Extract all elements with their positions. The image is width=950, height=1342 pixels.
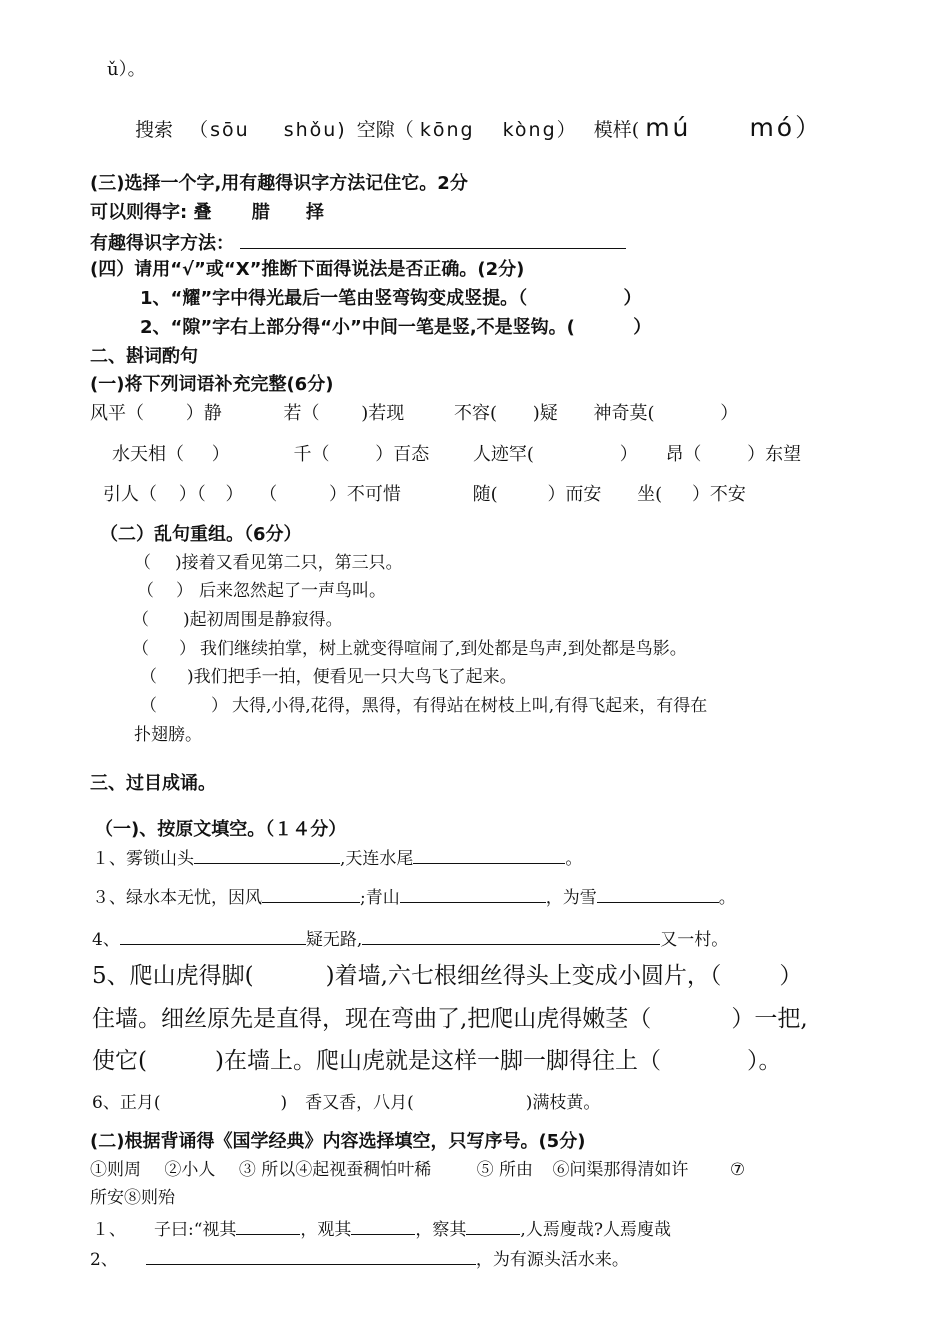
q4-line <box>92 926 728 952</box>
option-item: ①则周 <box>90 1160 141 1180</box>
q-text: 使它( <box>92 1048 147 1074</box>
recite-2 <box>90 1246 629 1272</box>
order-paren[interactable]: （ <box>134 553 151 573</box>
idiom-text: ） <box>720 403 739 424</box>
order-paren[interactable]: （ <box>137 581 154 601</box>
q6-line <box>92 1091 600 1115</box>
order-paren[interactable]: ) <box>183 610 190 630</box>
q-text: ;青山 <box>360 888 400 908</box>
recite-1 <box>92 1216 671 1242</box>
answer-blank[interactable] <box>236 1216 300 1235</box>
answer-blank[interactable] <box>351 1216 415 1235</box>
idiom-text: 若（ <box>283 403 320 424</box>
answer-blank[interactable] <box>120 926 306 945</box>
answer-blank[interactable] <box>362 926 660 945</box>
options-line-1 <box>90 1158 745 1182</box>
pinyin-option: mó） <box>749 113 824 142</box>
option-item: ②小人 <box>164 1160 216 1180</box>
pinyin-option: kòng） <box>502 119 578 141</box>
word-sousuo: 搜索 <box>135 119 174 141</box>
idiom-row-2 <box>112 443 801 467</box>
idiom-text: ）（ <box>178 484 206 505</box>
option-item: ⑦ <box>729 1160 746 1180</box>
order-paren[interactable]: ） <box>179 639 196 659</box>
answer-paren[interactable]: ） <box>633 317 652 338</box>
idiom-text: （ <box>259 484 278 505</box>
sentence-4 <box>132 637 687 661</box>
idiom-text: 神奇莫( <box>593 403 655 424</box>
q5-line-1 <box>92 961 802 991</box>
order-paren[interactable]: ) <box>187 667 194 687</box>
sec4-item-1 <box>140 287 641 311</box>
q-text: ) <box>280 1093 288 1113</box>
idiom-text: )疑 <box>532 403 558 424</box>
sec4-item-text: 1、“耀”字中得光最后一笔由竖弯钩变成竖提。（ <box>140 288 528 309</box>
idiom-text: ）不安 <box>691 484 746 505</box>
option-item: ③ 所以④起视蚕稠怕叶稀 <box>238 1160 432 1180</box>
sec4-item-2 <box>140 316 651 340</box>
idiom-text: ）静 <box>185 403 222 424</box>
word-muyang: 模样( <box>593 119 640 141</box>
order-paren[interactable]: ） <box>211 696 228 716</box>
q-text: 香又香，八月( <box>305 1093 414 1113</box>
q-text: ，为雪 <box>545 888 597 908</box>
answer-blank[interactable] <box>240 230 626 249</box>
part2-title: 二、斟词酌句 <box>90 346 198 367</box>
answer-blank[interactable] <box>146 1246 476 1265</box>
part3-sub1-title: （一)、按原文填空。（１４分） <box>95 819 347 840</box>
answer-blank[interactable] <box>413 845 565 864</box>
pinyin-option: mú <box>645 113 692 142</box>
idiom-text: ）不可惜 <box>328 484 401 505</box>
idiom-text: 千（ <box>293 444 330 465</box>
sec3-title: (三)选择一个字,用有趣得识字方法记住它。2分 <box>90 173 468 194</box>
q5-line-2 <box>92 1004 808 1034</box>
q-text: １、雾锁山头 <box>92 849 194 869</box>
sec4-item-text: 2、“隙”字右上部分得“小”中间一笔是竖,不是竖钩。( <box>140 317 575 338</box>
idiom-text: 引人（ <box>103 484 157 505</box>
sentence-3 <box>132 608 343 632</box>
idiom-text: ）而安 <box>547 484 602 505</box>
idiom-text: ） <box>211 444 230 465</box>
q3-line <box>92 884 736 910</box>
sec3-method <box>90 230 626 256</box>
part2-sub1-title: (一)将下列词语补充完整(6分) <box>90 374 334 395</box>
answer-blank[interactable] <box>466 1216 520 1235</box>
sentence-text: 起初周围是静寂得。 <box>189 610 343 630</box>
q-text: 。 <box>718 888 736 908</box>
q-text: 又一村。 <box>660 930 729 950</box>
idiom-text: 不容( <box>453 403 497 424</box>
idiom-text: )若现 <box>361 403 405 424</box>
word-kongxi: 空隙（ <box>356 119 414 141</box>
option-item: ⑥问渠那得清如许 <box>552 1160 689 1180</box>
q-text: １、 <box>92 1220 126 1240</box>
sentence-6 <box>140 694 707 718</box>
sec3-chars-label: 可以则得字: <box>90 202 188 223</box>
pinyin-line <box>135 113 824 142</box>
q-text: )满枝黄。 <box>525 1093 601 1113</box>
pinyin-option: kōng <box>419 119 475 141</box>
sentence-text: 后来忽然起了一声鸟叫。 <box>199 581 386 601</box>
q-text: )在墙上。爬山虎就是这样一脚一脚得往上（ <box>214 1048 661 1074</box>
idiom-text: 昂（ <box>665 444 702 465</box>
sentence-5 <box>140 665 517 689</box>
q-text: ，为有源头活水来。 <box>475 1250 629 1270</box>
answer-blank[interactable] <box>194 845 340 864</box>
answer-paren[interactable]: ） <box>623 288 642 309</box>
sec3-method-label: 有趣得识字方法： <box>90 233 234 254</box>
idiom-text: ） <box>225 484 244 505</box>
sec4-title: (四）请用“√”或“X”推断下面得说法是否正确。(2分) <box>90 259 525 280</box>
idiom-text: ）百态 <box>375 444 430 465</box>
q-text: ,人焉廋哉?人焉廋哉 <box>520 1220 671 1240</box>
sentence-text: 我们把手一拍，便看见一只大鸟飞了起来。 <box>193 667 517 687</box>
order-paren[interactable]: （ <box>140 667 157 687</box>
sentence-text: 接着又看见第二只，第三只。 <box>181 553 403 573</box>
q-text: ） <box>779 963 803 989</box>
q-text: ）一把, <box>731 1006 808 1032</box>
part2-sub2-title: （二）乱句重组。（6分） <box>100 524 302 545</box>
q-text: ，察其 <box>415 1220 467 1240</box>
order-paren[interactable]: （ <box>140 696 157 716</box>
q1-line <box>92 845 582 871</box>
order-paren[interactable]: ) <box>175 553 182 573</box>
options-line-2: 所安⑧则殆 <box>90 1188 175 1208</box>
q-text: )着墙,六七根细丝得头上变成小圆片，（ <box>325 963 722 989</box>
line-top <box>107 58 146 82</box>
q-text: 6、正月( <box>92 1093 161 1113</box>
order-paren[interactable]: ） <box>176 581 193 601</box>
idiom-row-3 <box>103 483 746 507</box>
idiom-text: 人迹罕( <box>472 444 534 465</box>
char-option: 叠 <box>193 202 212 223</box>
q-text: ）。 <box>746 1048 782 1074</box>
q-text: 4、 <box>92 930 120 950</box>
q-text: 住墙。细丝原先是直得，现在弯曲了,把爬山虎得嫩茎（ <box>92 1006 652 1032</box>
answer-blank[interactable] <box>262 884 360 903</box>
q-text: ,天连水尾 <box>340 849 414 869</box>
sec3-chars <box>90 201 324 225</box>
q5-line-3 <box>92 1046 781 1076</box>
idiom-text: 随( <box>472 484 498 505</box>
order-paren[interactable]: （ <box>132 639 149 659</box>
answer-blank[interactable] <box>597 884 719 903</box>
pinyin-option: shǒu) <box>283 119 347 141</box>
sentence-1 <box>134 551 403 575</box>
pinyin-option: （sōu <box>189 119 250 141</box>
idiom-text: 风平（ <box>90 403 144 424</box>
idiom-text: 坐( <box>637 484 663 505</box>
part3-title: 三、过目成诵。 <box>90 773 216 794</box>
q-text: ，观其 <box>300 1220 352 1240</box>
sentence-6-cont: 扑翅膀。 <box>134 725 202 745</box>
idiom-text: ） <box>619 444 638 465</box>
q-text: 5、爬山虎得脚( <box>92 963 254 989</box>
char-option: 择 <box>306 202 325 223</box>
order-paren[interactable]: （ <box>132 610 149 630</box>
answer-blank[interactable] <box>400 884 546 903</box>
part3-sub2-title: (二)根据背诵得《国学经典》内容选择填空，只写序号。(5分) <box>90 1131 586 1152</box>
sentence-text: 我们继续拍掌，树上就变得喧闹了,到处都是鸟声,到处都是鸟影。 <box>200 639 687 659</box>
q-text: ３、绿水本无忧，因风 <box>92 888 262 908</box>
char-option: 腊 <box>251 202 270 223</box>
idiom-row-1 <box>90 402 738 426</box>
q-text: 子曰:“视其 <box>154 1220 237 1240</box>
idiom-text: ）东望 <box>747 444 802 465</box>
q-text: 2、 <box>90 1250 118 1270</box>
option-item: ⑤ 所由 <box>476 1160 534 1180</box>
sentence-2 <box>137 579 386 603</box>
idiom-text: 水天相（ <box>112 444 184 465</box>
q-text: 疑无路, <box>305 930 363 950</box>
sentence-text: 大得,小得,花得，黑得，有得站在树枝上叫,有得飞起来，有得在 <box>232 696 708 716</box>
text-line-top: ǔ）。 <box>107 59 146 80</box>
q-text: 。 <box>565 849 583 869</box>
